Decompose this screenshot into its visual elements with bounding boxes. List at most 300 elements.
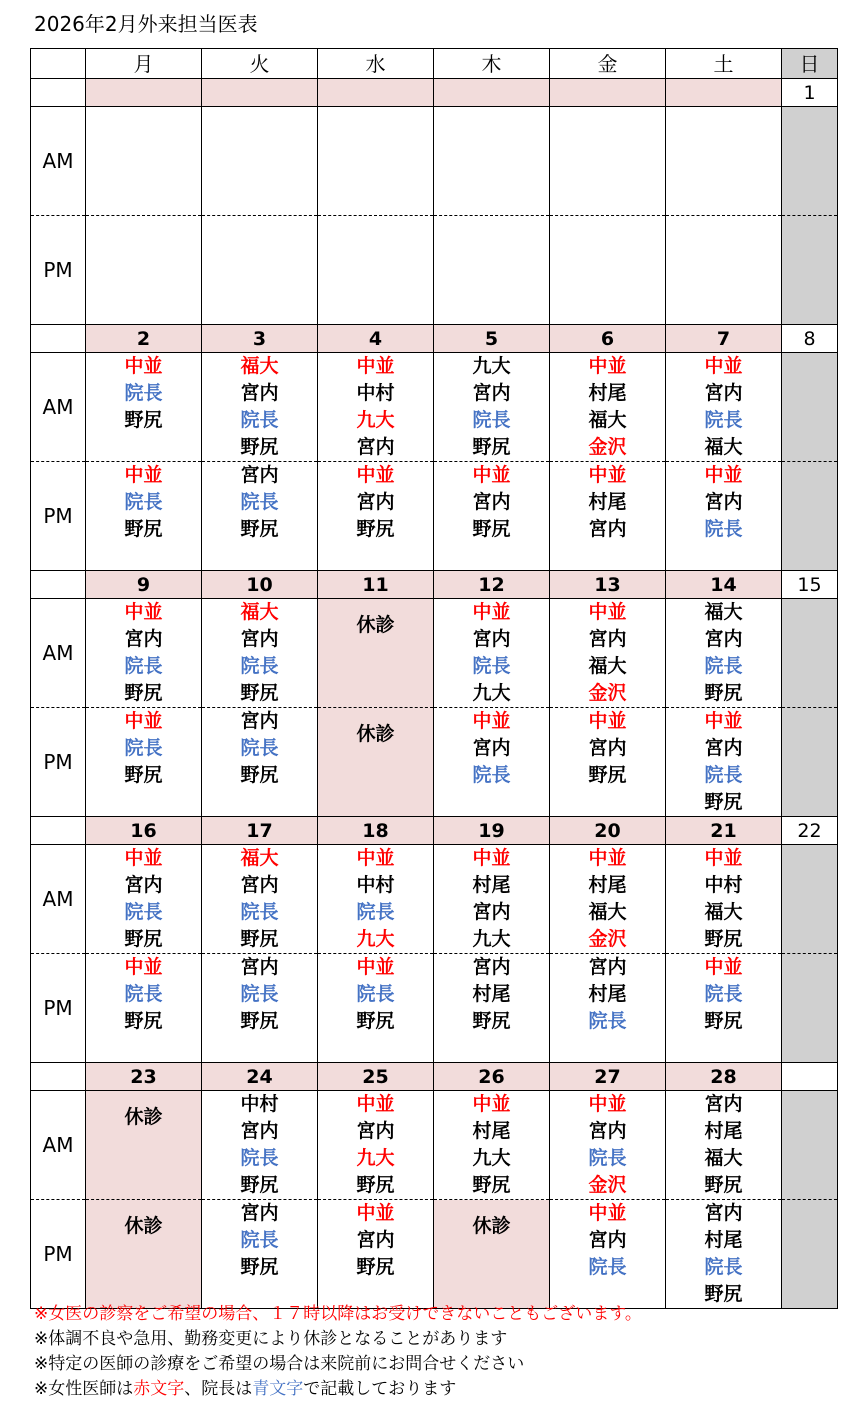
- doctor-name: 野尻: [356, 518, 395, 540]
- doctor-cell: [202, 216, 318, 325]
- doctor-name: 福大: [704, 1147, 743, 1169]
- date-cell: 19: [434, 817, 550, 845]
- doctor-cell: [434, 353, 550, 462]
- date-cell: [434, 79, 550, 107]
- doctor-name: 金沢: [588, 682, 627, 704]
- doctor-name: 宮内: [588, 628, 627, 650]
- doctor-name: 野尻: [240, 682, 279, 704]
- doctor-cell: [666, 462, 782, 571]
- doctor-name: 宮内: [588, 737, 627, 759]
- doctor-cell: [202, 1091, 318, 1200]
- doctor-name: 野尻: [472, 518, 511, 540]
- doctor-name: 院長: [356, 901, 395, 923]
- date-cell: 14: [666, 571, 782, 599]
- doctor-name: 福大: [240, 847, 279, 869]
- date-cell: 4: [318, 325, 434, 353]
- pm-label: PM: [31, 216, 86, 325]
- doctor-name: 院長: [240, 983, 279, 1005]
- pm-row: [31, 462, 838, 571]
- pm-label: PM: [31, 1200, 86, 1309]
- doctor-cell: [318, 1091, 434, 1200]
- doctor-cell: [86, 708, 202, 817]
- doctor-name: 野尻: [704, 1283, 743, 1305]
- schedule-table: [30, 48, 838, 1309]
- am-label: AM: [31, 599, 86, 708]
- doctor-name: 中並: [356, 956, 395, 978]
- doctor-cell: [434, 1200, 550, 1309]
- date-cell: 11: [318, 571, 434, 599]
- doctor-name: 院長: [124, 655, 163, 677]
- date-cell: 17: [202, 817, 318, 845]
- doctor-name: 院長: [472, 655, 511, 677]
- doctor-name: 野尻: [704, 682, 743, 704]
- doctor-name: 野尻: [472, 436, 511, 458]
- doctor-name: 中並: [588, 1202, 627, 1224]
- doctor-name: 院長: [240, 901, 279, 923]
- doctor-name: 院長: [704, 983, 743, 1005]
- doctor-name: 福大: [240, 601, 279, 623]
- doctor-name: 院長: [240, 491, 279, 513]
- date-cell: 6: [550, 325, 666, 353]
- am-row: [31, 1091, 838, 1200]
- doctor-cell: [86, 1091, 202, 1200]
- doctor-name: 院長: [704, 409, 743, 431]
- date-cell: 9: [86, 571, 202, 599]
- doctor-name: 宮内: [472, 491, 511, 513]
- doctor-cell: [550, 1200, 666, 1309]
- date-cell: 21: [666, 817, 782, 845]
- doctor-cell: [434, 599, 550, 708]
- doctor-name: 中並: [356, 847, 395, 869]
- doctor-cell: [782, 216, 838, 325]
- doctor-name: 中並: [472, 710, 511, 732]
- pm-row: [31, 216, 838, 325]
- doctor-name: 中並: [704, 956, 743, 978]
- doctor-cell: [86, 216, 202, 325]
- day-header: 土: [666, 49, 782, 79]
- doctor-name: 野尻: [124, 764, 163, 786]
- doctor-name: 宮内: [704, 382, 743, 404]
- doctor-cell: [782, 954, 838, 1063]
- doctor-cell: [550, 1091, 666, 1200]
- doctor-cell: [86, 954, 202, 1063]
- doctor-name: 宮内: [588, 956, 627, 978]
- doctor-name: 村尾: [704, 1120, 743, 1142]
- doctor-cell: [782, 599, 838, 708]
- doctor-name: 野尻: [704, 928, 743, 950]
- doctor-name: 中並: [588, 847, 627, 869]
- doctor-cell: [318, 462, 434, 571]
- pm-row: [31, 1200, 838, 1309]
- doctor-name: 福大: [704, 901, 743, 923]
- doctor-name: 九大: [472, 1147, 511, 1169]
- doctor-name: 中並: [472, 464, 511, 486]
- doctor-cell: [318, 353, 434, 462]
- doctor-name: 中並: [356, 1093, 395, 1115]
- am-row: [31, 845, 838, 954]
- doctor-cell: [318, 708, 434, 817]
- am-label: AM: [31, 107, 86, 216]
- doctor-name: 院長: [240, 737, 279, 759]
- doctor-name: 宮内: [704, 737, 743, 759]
- doctor-cell: [318, 1200, 434, 1309]
- day-header-row: [31, 49, 838, 79]
- note-color-legend: ※女性医師は赤文字、院長は青文字で記載しております: [34, 1379, 457, 1399]
- doctor-cell: [86, 462, 202, 571]
- doctor-cell: [782, 708, 838, 817]
- doctor-cell: [550, 462, 666, 571]
- doctor-cell: [86, 599, 202, 708]
- date-row: [31, 817, 838, 845]
- date-row-label: [31, 817, 86, 845]
- doctor-cell: [550, 216, 666, 325]
- date-cell: [550, 79, 666, 107]
- doctor-cell: [782, 845, 838, 954]
- doctor-name: 中並: [124, 710, 163, 732]
- date-row: [31, 325, 838, 353]
- day-header: 金: [550, 49, 666, 79]
- doctor-name: 福大: [240, 355, 279, 377]
- doctor-name: 宮内: [356, 436, 395, 458]
- doctor-name: 宮内: [356, 491, 395, 513]
- doctor-name: 金沢: [588, 1174, 627, 1196]
- doctor-name: 宮内: [240, 382, 279, 404]
- doctor-name: 野尻: [704, 791, 743, 813]
- doctor-cell: [666, 708, 782, 817]
- doctor-name: 野尻: [356, 1256, 395, 1278]
- doctor-cell: [318, 599, 434, 708]
- doctor-cell: [202, 599, 318, 708]
- date-cell: 27: [550, 1063, 666, 1091]
- doctor-name: 宮内: [704, 1093, 743, 1115]
- doctor-name: 村尾: [472, 1120, 511, 1142]
- closed-label: 休診: [356, 614, 395, 636]
- date-cell: 8: [782, 325, 838, 353]
- doctor-name: 村尾: [588, 382, 627, 404]
- legend-red: 赤文字: [133, 1379, 185, 1399]
- doctor-name: 福大: [704, 601, 743, 623]
- doctor-name: 九大: [472, 928, 511, 950]
- doctor-name: 九大: [356, 928, 395, 950]
- doctor-cell: [550, 107, 666, 216]
- date-cell: [202, 79, 318, 107]
- note-female-doctor: ※女医の診察をご希望の場合、１７時以降はお受けできないこともございます。: [34, 1304, 642, 1324]
- date-cell: [666, 79, 782, 107]
- doctor-name: 院長: [240, 1229, 279, 1251]
- doctor-name: 院長: [704, 764, 743, 786]
- date-cell: 16: [86, 817, 202, 845]
- doctor-name: 院長: [240, 1147, 279, 1169]
- doctor-name: 中並: [704, 710, 743, 732]
- doctor-name: 院長: [704, 655, 743, 677]
- day-header: 木: [434, 49, 550, 79]
- doctor-name: 野尻: [124, 1010, 163, 1032]
- doctor-name: 野尻: [124, 682, 163, 704]
- doctor-cell: [202, 353, 318, 462]
- doctor-name: 院長: [588, 1010, 627, 1032]
- doctor-name: 野尻: [356, 1010, 395, 1032]
- doctor-cell: [782, 1200, 838, 1309]
- doctor-name: 中並: [588, 464, 627, 486]
- doctor-name: 九大: [356, 409, 395, 431]
- doctor-name: 宮内: [240, 1120, 279, 1142]
- pm-row: [31, 954, 838, 1063]
- doctor-name: 院長: [588, 1256, 627, 1278]
- doctor-cell: [318, 845, 434, 954]
- date-cell: 7: [666, 325, 782, 353]
- doctor-name: 院長: [588, 1147, 627, 1169]
- doctor-name: 宮内: [472, 901, 511, 923]
- doctor-name: 金沢: [588, 928, 627, 950]
- doctor-cell: [434, 462, 550, 571]
- doctor-name: 院長: [704, 1256, 743, 1278]
- page-title: 2026年2月外来担当医表: [34, 12, 258, 36]
- doctor-name: 院長: [240, 655, 279, 677]
- date-cell: [86, 79, 202, 107]
- doctor-cell: [434, 708, 550, 817]
- doctor-cell: [550, 845, 666, 954]
- doctor-name: 宮内: [240, 1202, 279, 1224]
- doctor-cell: [666, 107, 782, 216]
- doctor-cell: [202, 1200, 318, 1309]
- doctor-cell: [318, 954, 434, 1063]
- doctor-name: 野尻: [240, 1256, 279, 1278]
- doctor-name: 野尻: [240, 764, 279, 786]
- date-cell: 24: [202, 1063, 318, 1091]
- doctor-name: 福大: [704, 436, 743, 458]
- note-cancellation: ※体調不良や急用、勤務変更により休診となることがあります: [34, 1329, 508, 1349]
- date-cell: [782, 1063, 838, 1091]
- am-row: [31, 353, 838, 462]
- doctor-name: 福大: [588, 409, 627, 431]
- doctor-name: 中並: [356, 1202, 395, 1224]
- closed-label: 休診: [124, 1215, 163, 1237]
- doctor-name: 野尻: [356, 1174, 395, 1196]
- doctor-cell: [550, 708, 666, 817]
- doctor-cell: [86, 845, 202, 954]
- doctor-cell: [434, 954, 550, 1063]
- doctor-cell: [550, 599, 666, 708]
- doctor-name: 宮内: [704, 628, 743, 650]
- date-cell: 18: [318, 817, 434, 845]
- doctor-name: 九大: [472, 682, 511, 704]
- doctor-name: 野尻: [124, 409, 163, 431]
- date-cell: 5: [434, 325, 550, 353]
- doctor-name: 野尻: [240, 928, 279, 950]
- pm-label: PM: [31, 954, 86, 1063]
- doctor-name: 中並: [472, 601, 511, 623]
- date-row: [31, 79, 838, 107]
- doctor-name: 村尾: [588, 983, 627, 1005]
- doctor-cell: [86, 107, 202, 216]
- am-row: [31, 107, 838, 216]
- doctor-name: 中並: [124, 956, 163, 978]
- am-label: AM: [31, 1091, 86, 1200]
- doctor-name: 中並: [124, 355, 163, 377]
- doctor-cell: [782, 462, 838, 571]
- doctor-cell: [318, 216, 434, 325]
- doctor-cell: [550, 954, 666, 1063]
- doctor-cell: [86, 1200, 202, 1309]
- doctor-name: 野尻: [124, 518, 163, 540]
- date-cell: 3: [202, 325, 318, 353]
- doctor-name: 中並: [588, 1093, 627, 1115]
- doctor-name: 野尻: [472, 1010, 511, 1032]
- doctor-name: 宮内: [240, 956, 279, 978]
- doctor-name: 野尻: [472, 1174, 511, 1196]
- doctor-name: 院長: [240, 409, 279, 431]
- pm-label: PM: [31, 462, 86, 571]
- doctor-name: 院長: [124, 737, 163, 759]
- doctor-name: 村尾: [588, 491, 627, 513]
- closed-label: 休診: [356, 723, 395, 745]
- doctor-name: 中並: [472, 847, 511, 869]
- doctor-cell: [434, 1091, 550, 1200]
- doctor-cell: [666, 845, 782, 954]
- doctor-cell: [434, 845, 550, 954]
- doctor-cell: [202, 107, 318, 216]
- doctor-name: 宮内: [588, 518, 627, 540]
- doctor-name: 宮内: [704, 491, 743, 513]
- day-header: 日: [782, 49, 838, 79]
- doctor-name: 宮内: [240, 710, 279, 732]
- doctor-name: 中村: [356, 382, 395, 404]
- doctor-cell: [86, 353, 202, 462]
- doctor-cell: [434, 216, 550, 325]
- date-cell: [318, 79, 434, 107]
- doctor-name: 村尾: [588, 874, 627, 896]
- doctor-name: 中並: [588, 355, 627, 377]
- doctor-name: 中村: [356, 874, 395, 896]
- doctor-name: 院長: [124, 382, 163, 404]
- doctor-name: 院長: [124, 983, 163, 1005]
- header-corner: [31, 49, 86, 79]
- notes: [34, 1302, 642, 1402]
- doctor-name: 中並: [472, 1093, 511, 1115]
- date-cell: 26: [434, 1063, 550, 1091]
- doctor-name: 院長: [472, 764, 511, 786]
- doctor-cell: [782, 1091, 838, 1200]
- doctor-name: 宮内: [472, 628, 511, 650]
- doctor-name: 宮内: [472, 737, 511, 759]
- doctor-name: 宮内: [588, 1120, 627, 1142]
- doctor-name: 院長: [472, 409, 511, 431]
- date-row: [31, 1063, 838, 1091]
- doctor-cell: [666, 599, 782, 708]
- doctor-name: 野尻: [240, 1010, 279, 1032]
- doctor-cell: [666, 1091, 782, 1200]
- date-row-label: [31, 325, 86, 353]
- doctor-cell: [202, 708, 318, 817]
- doctor-cell: [318, 107, 434, 216]
- doctor-name: 村尾: [472, 874, 511, 896]
- doctor-cell: [202, 845, 318, 954]
- doctor-name: 宮内: [356, 1229, 395, 1251]
- doctor-name: 宮内: [472, 382, 511, 404]
- date-cell: 13: [550, 571, 666, 599]
- doctor-name: 宮内: [588, 1229, 627, 1251]
- am-label: AM: [31, 353, 86, 462]
- date-cell: 23: [86, 1063, 202, 1091]
- doctor-name: 福大: [588, 901, 627, 923]
- doctor-name: 院長: [704, 518, 743, 540]
- doctor-name: 宮内: [240, 628, 279, 650]
- doctor-cell: [666, 954, 782, 1063]
- closed-label: 休診: [124, 1106, 163, 1128]
- closed-label: 休診: [472, 1215, 511, 1237]
- doctor-name: 九大: [356, 1147, 395, 1169]
- date-cell: 12: [434, 571, 550, 599]
- doctor-name: 中並: [588, 601, 627, 623]
- day-header: 月: [86, 49, 202, 79]
- date-cell: 25: [318, 1063, 434, 1091]
- note-specific-doctor: ※特定の医師の診療をご希望の場合は来院前にお問合せください: [34, 1354, 525, 1374]
- date-row: [31, 571, 838, 599]
- date-row-label: [31, 79, 86, 107]
- doctor-name: 村尾: [704, 1229, 743, 1251]
- doctor-name: 九大: [472, 355, 511, 377]
- doctor-name: 中並: [704, 847, 743, 869]
- doctor-name: 宮内: [704, 1202, 743, 1224]
- am-row: [31, 599, 838, 708]
- doctor-name: 宮内: [124, 628, 163, 650]
- date-cell: 20: [550, 817, 666, 845]
- doctor-name: 中村: [704, 874, 743, 896]
- doctor-cell: [782, 107, 838, 216]
- day-header: 火: [202, 49, 318, 79]
- doctor-name: 中並: [124, 601, 163, 623]
- date-cell: 22: [782, 817, 838, 845]
- doctor-cell: [202, 462, 318, 571]
- doctor-name: 野尻: [240, 1174, 279, 1196]
- doctor-name: 中並: [124, 847, 163, 869]
- doctor-cell: [434, 107, 550, 216]
- doctor-name: 村尾: [472, 983, 511, 1005]
- doctor-name: 中並: [356, 464, 395, 486]
- doctor-cell: [666, 1200, 782, 1309]
- doctor-name: 院長: [356, 983, 395, 1005]
- doctor-name: 野尻: [704, 1174, 743, 1196]
- date-row-label: [31, 571, 86, 599]
- doctor-name: 宮内: [472, 956, 511, 978]
- doctor-name: 中並: [704, 464, 743, 486]
- doctor-name: 中並: [588, 710, 627, 732]
- doctor-name: 野尻: [124, 928, 163, 950]
- day-header: 水: [318, 49, 434, 79]
- doctor-name: 野尻: [240, 436, 279, 458]
- date-cell: 28: [666, 1063, 782, 1091]
- date-cell: 10: [202, 571, 318, 599]
- doctor-cell: [666, 216, 782, 325]
- doctor-name: 野尻: [240, 518, 279, 540]
- doctor-name: 中村: [240, 1093, 279, 1115]
- pm-row: [31, 708, 838, 817]
- doctor-name: 宮内: [240, 464, 279, 486]
- doctor-cell: [666, 353, 782, 462]
- doctor-name: 中並: [704, 355, 743, 377]
- legend-blue: 青文字: [252, 1379, 304, 1399]
- doctor-name: 福大: [588, 655, 627, 677]
- doctor-cell: [550, 353, 666, 462]
- doctor-cell: [202, 954, 318, 1063]
- am-label: AM: [31, 845, 86, 954]
- doctor-name: 院長: [124, 491, 163, 513]
- doctor-cell: [782, 353, 838, 462]
- doctor-name: 中並: [124, 464, 163, 486]
- doctor-name: 中並: [356, 355, 395, 377]
- pm-label: PM: [31, 708, 86, 817]
- doctor-name: 宮内: [240, 874, 279, 896]
